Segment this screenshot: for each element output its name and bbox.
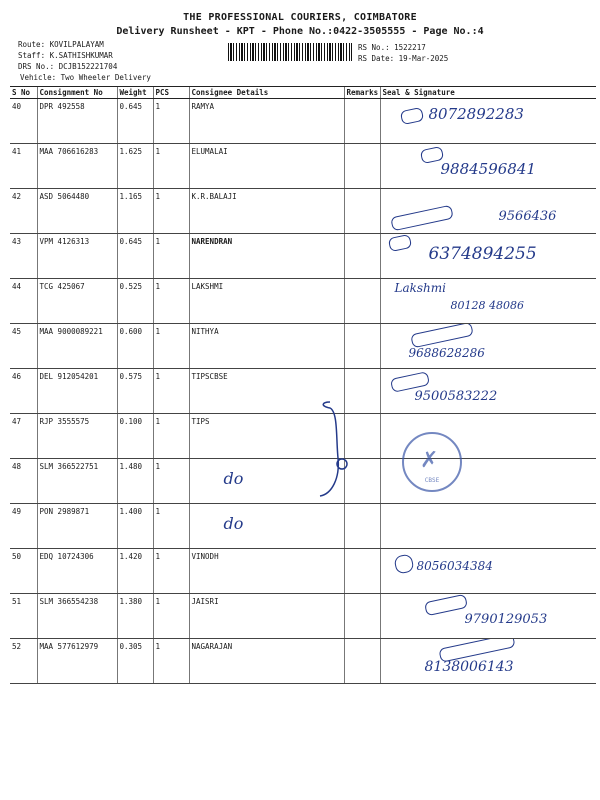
row-signature bbox=[380, 549, 596, 594]
row-remarks bbox=[344, 99, 380, 144]
row-consignee bbox=[189, 504, 344, 549]
row-pcs: 1 bbox=[153, 189, 189, 234]
row-weight: 1.400 bbox=[117, 504, 153, 549]
row-sno: 49 bbox=[10, 504, 37, 549]
signature-scribble bbox=[399, 107, 423, 125]
row-remarks bbox=[344, 279, 380, 324]
row-consignee: NARENDRAN bbox=[189, 234, 344, 279]
barcode-image bbox=[228, 43, 352, 61]
row-weight: 0.100 bbox=[117, 414, 153, 459]
row-consignment: MAA 577612979 bbox=[37, 639, 117, 684]
row-signature bbox=[380, 279, 596, 324]
table-row bbox=[10, 234, 596, 279]
signature-phone: 9500583222 bbox=[414, 389, 498, 404]
row-sno: 51 bbox=[10, 594, 37, 639]
table-row bbox=[10, 639, 596, 684]
drs-label: DRS No.: DCJB152221704 bbox=[18, 62, 118, 71]
row-weight: 0.645 bbox=[117, 99, 153, 144]
table-row bbox=[10, 189, 596, 234]
row-consignee: K.R.BALAJI bbox=[189, 189, 344, 234]
row-consignee: TIPSCBSE bbox=[189, 369, 344, 414]
row-sno: 43 bbox=[10, 234, 37, 279]
row-consignee: LAKSHMI bbox=[189, 279, 344, 324]
row-remarks bbox=[344, 369, 380, 414]
row-sno: 50 bbox=[10, 549, 37, 594]
signature-scribble bbox=[390, 205, 454, 232]
row-remarks bbox=[344, 549, 380, 594]
row-pcs: 1 bbox=[153, 99, 189, 144]
row-signature bbox=[380, 639, 596, 684]
row-signature bbox=[380, 324, 596, 369]
row-weight: 1.380 bbox=[117, 594, 153, 639]
table-row bbox=[10, 504, 596, 549]
table-row bbox=[10, 549, 596, 594]
row-remarks bbox=[344, 324, 380, 369]
row-consignment: MAA 9000089221 bbox=[37, 324, 117, 369]
signature-name: Lakshmi bbox=[394, 281, 446, 295]
signature-phone: 8056034384 bbox=[416, 559, 493, 573]
row-pcs: 1 bbox=[153, 594, 189, 639]
row-consignee: NAGARAJAN bbox=[189, 639, 344, 684]
row-signature bbox=[380, 594, 596, 639]
rs-date: RS Date: 19-Mar-2025 bbox=[358, 54, 449, 63]
table-row bbox=[10, 144, 596, 189]
row-pcs: 1 bbox=[153, 279, 189, 324]
row-pcs: 1 bbox=[153, 459, 189, 504]
staff-label: Staff: K.SATHISHKUMAR bbox=[18, 51, 113, 60]
row-sno: 46 bbox=[10, 369, 37, 414]
row-sno: 42 bbox=[10, 189, 37, 234]
row-remarks bbox=[344, 414, 380, 459]
row-signature bbox=[380, 504, 596, 549]
row-consignment: PON 2989871 bbox=[37, 504, 117, 549]
signature-phone: 9884596841 bbox=[440, 160, 536, 178]
row-sno: 44 bbox=[10, 279, 37, 324]
col-consignee: Consignee Details bbox=[189, 87, 344, 99]
signature-scribble bbox=[393, 553, 414, 574]
col-consignment: Consignment No bbox=[37, 87, 117, 99]
row-weight: 0.600 bbox=[117, 324, 153, 369]
row-consignment: SLM 366554238 bbox=[37, 594, 117, 639]
row-remarks bbox=[344, 639, 380, 684]
row-consignment: EDQ 10724306 bbox=[37, 549, 117, 594]
row-sno: 41 bbox=[10, 144, 37, 189]
row-sno: 48 bbox=[10, 459, 37, 504]
handwritten-bracket bbox=[318, 398, 348, 498]
row-consignee: VINODH bbox=[189, 549, 344, 594]
table-row bbox=[10, 414, 596, 459]
row-signature bbox=[380, 189, 596, 234]
row-consignment: SLM 366522751 bbox=[37, 459, 117, 504]
signature-phone: 8072892283 bbox=[428, 105, 524, 123]
col-weight: Weight bbox=[117, 87, 153, 99]
signature-phone: 9566436 bbox=[498, 209, 557, 224]
row-pcs: 1 bbox=[153, 504, 189, 549]
row-pcs: 1 bbox=[153, 234, 189, 279]
row-consignee: JAISRI bbox=[189, 594, 344, 639]
row-consignee: NITHYA bbox=[189, 324, 344, 369]
row-weight: 0.575 bbox=[117, 369, 153, 414]
signature-phone: 8138006143 bbox=[424, 659, 514, 675]
row-weight: 1.625 bbox=[117, 144, 153, 189]
row-sno: 52 bbox=[10, 639, 37, 684]
row-pcs: 1 bbox=[153, 369, 189, 414]
ditto-mark: do bbox=[223, 514, 244, 533]
table-row bbox=[10, 459, 596, 504]
row-remarks bbox=[344, 594, 380, 639]
table-row bbox=[10, 99, 596, 144]
company-title: THE PROFESSIONAL COURIERS, COIMBATORE bbox=[183, 12, 417, 23]
runsheet-table bbox=[10, 86, 596, 684]
col-remarks: Remarks bbox=[344, 87, 380, 99]
row-weight: 1.480 bbox=[117, 459, 153, 504]
row-consignment: TCG 425067 bbox=[37, 279, 117, 324]
signature-scribble bbox=[424, 594, 468, 616]
row-remarks bbox=[344, 189, 380, 234]
row-sno: 40 bbox=[10, 99, 37, 144]
row-consignment: DPR 492558 bbox=[37, 99, 117, 144]
row-weight: 0.645 bbox=[117, 234, 153, 279]
col-pcs: PCS bbox=[153, 87, 189, 99]
row-sno: 47 bbox=[10, 414, 37, 459]
signature-scribble bbox=[387, 234, 411, 252]
row-consignee: RAMYA bbox=[189, 99, 344, 144]
row-consignment: DEL 912054201 bbox=[37, 369, 117, 414]
row-consignee: ELUMALAI bbox=[189, 144, 344, 189]
stamp-caption: CBSE bbox=[424, 477, 440, 484]
row-signature bbox=[380, 234, 596, 279]
table-row bbox=[10, 594, 596, 639]
signature-phone: 80128 48086 bbox=[450, 299, 524, 312]
row-consignment: MAA 706616283 bbox=[37, 144, 117, 189]
row-consignment: VPM 4126313 bbox=[37, 234, 117, 279]
runsheet-subtitle: Delivery Runsheet - KPT - Phone No.:0422-3505555 - Page No.:4 bbox=[116, 26, 484, 37]
row-pcs: 1 bbox=[153, 144, 189, 189]
stamp-mark: ✗ bbox=[420, 448, 439, 473]
vehicle-label: Vehicle: Two Wheeler Delivery bbox=[20, 73, 151, 82]
row-consignment: ASD 5064480 bbox=[37, 189, 117, 234]
row-weight: 1.165 bbox=[117, 189, 153, 234]
row-pcs: 1 bbox=[153, 549, 189, 594]
row-consignee: TIPS bbox=[189, 414, 344, 459]
row-remarks bbox=[344, 144, 380, 189]
row-consignment: RJP 3555575 bbox=[37, 414, 117, 459]
route-label: Route: KOVILPALAYAM bbox=[18, 40, 104, 49]
col-sno: S No bbox=[10, 87, 37, 99]
table-header-row bbox=[10, 87, 596, 99]
row-signature bbox=[380, 369, 596, 414]
table-row bbox=[10, 369, 596, 414]
row-sno: 45 bbox=[10, 324, 37, 369]
row-signature bbox=[380, 99, 596, 144]
rs-number: RS No.: 1522217 bbox=[358, 43, 426, 52]
row-remarks bbox=[344, 234, 380, 279]
row-remarks bbox=[344, 504, 380, 549]
row-pcs: 1 bbox=[153, 324, 189, 369]
row-weight: 0.525 bbox=[117, 279, 153, 324]
row-weight: 0.305 bbox=[117, 639, 153, 684]
row-pcs: 1 bbox=[153, 414, 189, 459]
row-weight: 1.420 bbox=[117, 549, 153, 594]
row-signature bbox=[380, 144, 596, 189]
ditto-mark: do bbox=[223, 469, 244, 488]
col-signature: Seal & Signature bbox=[380, 87, 596, 99]
row-pcs: 1 bbox=[153, 639, 189, 684]
signature-phone: 9688628286 bbox=[408, 346, 485, 360]
signature-phone: 6374894255 bbox=[428, 244, 537, 264]
row-remarks bbox=[344, 459, 380, 504]
table-row bbox=[10, 324, 596, 369]
signature-scribble bbox=[410, 324, 474, 349]
company-seal-stamp bbox=[402, 432, 462, 492]
table-row bbox=[10, 279, 596, 324]
signature-phone: 9790129053 bbox=[464, 612, 548, 627]
